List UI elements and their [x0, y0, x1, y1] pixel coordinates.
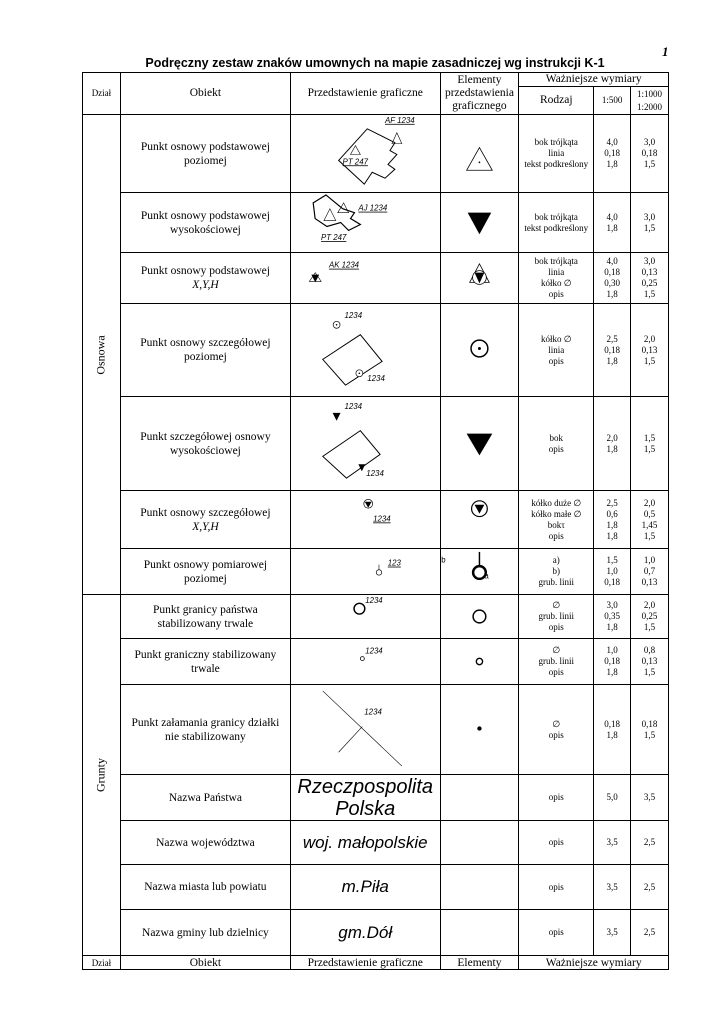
dimension-type: opis — [519, 910, 594, 956]
graphic-element — [440, 491, 519, 549]
svg-text:PT 247: PT 247 — [320, 233, 347, 243]
object-name: Punkt osnowy podstawowej wysokościowej — [120, 193, 290, 253]
footer-dzial: Dział — [83, 956, 121, 970]
value-1-500: 1,5 1,0 0,18 — [594, 549, 631, 595]
object-name: Punkt osnowy podstawowej X,Y,H — [120, 253, 290, 304]
graphic-element — [440, 821, 519, 865]
value-1-500: 3,5 — [594, 865, 631, 910]
value-1-1000: 0,18 1,5 — [631, 685, 669, 775]
value-1-500: 4,0 0,18 0,30 1,8 — [594, 253, 631, 304]
table-row — [83, 595, 669, 639]
graphic-representation — [290, 821, 440, 865]
graphic-representation — [290, 639, 440, 685]
geo-label: Rzeczpospolita Polska — [297, 775, 434, 820]
svg-text:1234: 1234 — [373, 514, 391, 524]
graphic-representation — [290, 595, 440, 639]
object-name: Punkt osnowy podstawowej poziomej — [120, 115, 290, 193]
graphic-representation — [290, 549, 440, 595]
dimension-type: ∅ opis — [519, 685, 594, 775]
table-row — [83, 491, 669, 549]
svg-text:1234: 1234 — [344, 401, 363, 411]
value-1-1000: 2,0 0,25 1,5 — [631, 595, 669, 639]
dimension-type: kółko duże ∅ kółko małe ∅ bokτ opis — [519, 491, 594, 549]
object-name: Punkt osnowy szczegółowej X,Y,H — [120, 491, 290, 549]
value-1-1000: 3,0 0,18 1,5 — [631, 115, 669, 193]
value-1-500: 3,5 — [594, 910, 631, 956]
graphic-representation — [290, 253, 440, 304]
value-1-1000: 0,8 0,13 1,5 — [631, 639, 669, 685]
graphic-element — [440, 253, 519, 304]
value-1-1000: 2,0 0,13 1,5 — [631, 304, 669, 397]
value-1-500: 0,18 1,8 — [594, 685, 631, 775]
table-row — [83, 865, 669, 910]
dimension-type: kółko ∅ linia opis — [519, 304, 594, 397]
table-row — [83, 193, 669, 253]
footer-elementy: Elementy — [440, 956, 519, 970]
value-1-1000: 2,5 — [631, 910, 669, 956]
value-1-500: 1,0 0,18 1,8 — [594, 639, 631, 685]
graphic-element — [440, 775, 519, 821]
value-1-1000: 3,0 0,13 0,25 1,5 — [631, 253, 669, 304]
graphic-representation — [290, 193, 440, 253]
table-row — [83, 821, 669, 865]
table-row — [83, 775, 669, 821]
geo-label: gm.Dół — [338, 922, 393, 942]
graphic-representation — [290, 397, 440, 491]
table-row — [83, 639, 669, 685]
page-number: 1 — [662, 44, 669, 59]
svg-text:PT 247: PT 247 — [342, 157, 368, 167]
section-osnowa: Osnowa — [83, 115, 121, 595]
svg-text:a: a — [483, 571, 489, 581]
graphic-representation — [290, 304, 440, 397]
dimension-type: bok trójkąta linia kółko ∅ opis — [519, 253, 594, 304]
value-1-1000: 2,0 0,5 1,45 1,5 — [631, 491, 669, 549]
value-1-1000: 3,5 — [631, 775, 669, 821]
value-1-500: 4,0 0,18 1,8 — [594, 115, 631, 193]
table-row — [83, 115, 669, 193]
object-name: Nazwa Państwa — [120, 775, 290, 821]
svg-text:1234: 1234 — [365, 595, 383, 605]
table-row — [83, 549, 669, 595]
table-row — [83, 685, 669, 775]
table-row — [83, 253, 669, 304]
header-przedstawienie: Przedstawienie graficzne — [290, 73, 440, 115]
header-scale-1000-2000: 1:1000 1:2000 — [631, 87, 669, 115]
value-1-500: 2,0 1,8 — [594, 397, 631, 491]
graphic-element — [440, 639, 519, 685]
graphic-representation — [290, 775, 440, 821]
dimension-type: ∅ grub. linii opis — [519, 639, 594, 685]
geo-label: m.Piła — [341, 877, 389, 896]
svg-text:AJ 1234: AJ 1234 — [358, 203, 388, 213]
graphic-representation — [290, 865, 440, 910]
graphic-element — [440, 115, 519, 193]
svg-text:123: 123 — [387, 558, 401, 568]
dimension-type: opis — [519, 775, 594, 821]
graphic-label: AF 1234 — [384, 115, 415, 125]
object-name: Punkt graniczny stabilizowany trwale — [120, 639, 290, 685]
header-dzial: Dział — [83, 73, 121, 115]
page-title: Podręczny zestaw znaków umownych na mapie zasadniczej wg instrukcji K-1 — [145, 56, 605, 70]
value-1-1000: 1,0 0,7 0,13 — [631, 549, 669, 595]
object-name: Punkt osnowy szczegółowej poziomej — [120, 304, 290, 397]
graphic-representation — [290, 685, 440, 775]
dimension-type: bok trójkąta linia tekst podkreślony — [519, 115, 594, 193]
dimension-type: a) b) grub. linii — [519, 549, 594, 595]
footer-wymiary: Ważniejsze wymiary — [519, 956, 669, 970]
value-1-500: 3,0 0,35 1,8 — [594, 595, 631, 639]
svg-text:1234: 1234 — [344, 310, 363, 320]
object-name: Punkt granicy państwa stabilizowany trwale — [120, 595, 290, 639]
section-grunty: Grunty — [83, 595, 121, 956]
footer-obiekt: Obiekt — [120, 956, 290, 970]
geo-label: woj. małopolskie — [302, 832, 428, 852]
object-name: Nazwa miasta lub powiatu — [120, 865, 290, 910]
graphic-element — [440, 685, 519, 775]
graphic-representation — [290, 115, 440, 193]
graphic-element — [440, 549, 519, 595]
dimension-type: opis — [519, 865, 594, 910]
graphic-element — [440, 304, 519, 397]
value-1-500: 4,0 1,8 — [594, 193, 631, 253]
dimension-type: bok opis — [519, 397, 594, 491]
header-elementy: Elementy przedstawienia graficznego — [440, 73, 519, 115]
object-name: Nazwa województwa — [120, 821, 290, 865]
table-row — [83, 304, 669, 397]
dimension-type: bok trójkąta tekst podkreślony — [519, 193, 594, 253]
object-name: Punkt załamania granicy działki nie stabilizowany — [120, 685, 290, 775]
value-1-1000: 2,5 — [631, 821, 669, 865]
footer-przedstawienie: Przedstawienie graficzne — [290, 956, 440, 970]
table-row — [83, 397, 669, 491]
header-rodzaj: Rodzaj — [519, 87, 594, 115]
graphic-representation — [290, 491, 440, 549]
svg-text:1234: 1234 — [365, 646, 383, 656]
graphic-element — [440, 595, 519, 639]
value-1-500: 3,5 — [594, 821, 631, 865]
symbols-table — [82, 72, 669, 970]
value-1-500: 5,0 — [594, 775, 631, 821]
header-obiekt: Obiekt — [120, 73, 290, 115]
svg-text:1234: 1234 — [366, 469, 384, 479]
graphic-element — [440, 865, 519, 910]
graphic-element — [440, 397, 519, 491]
table-row — [83, 910, 669, 956]
graphic-element — [440, 910, 519, 956]
value-1-1000: 3,0 1,5 — [631, 193, 669, 253]
object-name: Punkt osnowy pomiarowej poziomej — [120, 549, 290, 595]
value-1-500: 2,5 0,6 1,8 1,8 — [594, 491, 631, 549]
svg-text:1234: 1234 — [367, 374, 385, 384]
header-wymiary: Ważniejsze wymiary — [519, 73, 669, 87]
value-1-500: 2,5 0,18 1,8 — [594, 304, 631, 397]
object-name: Nazwa gminy lub dzielnicy — [120, 910, 290, 956]
graphic-element — [440, 193, 519, 253]
value-1-1000: 1,5 1,5 — [631, 397, 669, 491]
header-scale-500: 1:500 — [594, 87, 631, 115]
svg-text:1234: 1234 — [364, 707, 382, 717]
object-name: Punkt szczegółowej osnowy wysokościowej — [120, 397, 290, 491]
svg-text:AK 1234: AK 1234 — [328, 260, 359, 270]
svg-text:b: b — [440, 555, 446, 565]
dimension-type: ∅ grub. linii opis — [519, 595, 594, 639]
value-1-1000: 2,5 — [631, 865, 669, 910]
graphic-representation — [290, 910, 440, 956]
dimension-type: opis — [519, 821, 594, 865]
